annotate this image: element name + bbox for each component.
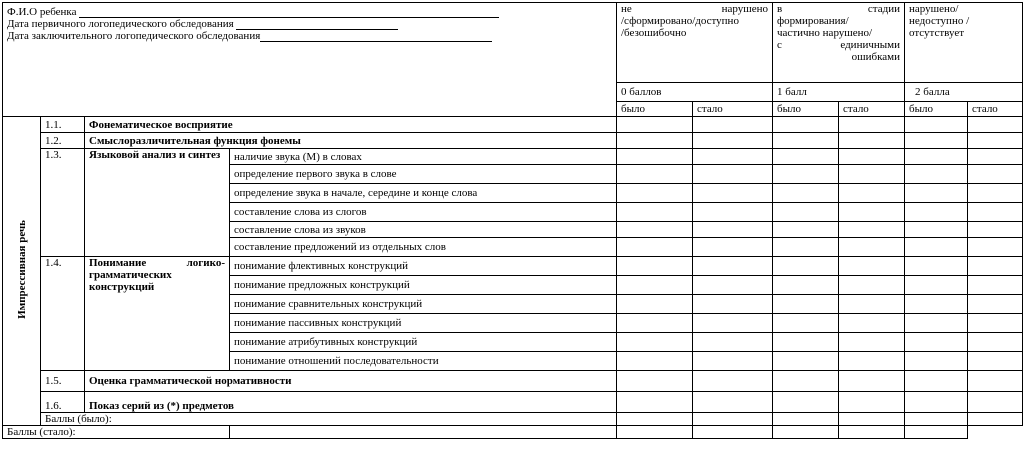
score-cell[interactable] [617,222,693,238]
score-cell[interactable] [905,133,968,149]
subitem-label: составление слова из слогов [230,203,617,222]
rating-2-line: отсутствует [909,27,965,39]
score-cell[interactable] [905,238,968,257]
score-cell[interactable] [773,222,839,238]
score-cell[interactable] [905,203,968,222]
score-cell[interactable] [693,426,773,439]
score-cell[interactable] [693,257,773,276]
score-cell[interactable] [693,149,773,165]
score-cell[interactable] [773,238,839,257]
score-cell[interactable] [693,117,773,133]
score-cell[interactable] [773,203,839,222]
score-cell[interactable] [617,184,693,203]
score-cell[interactable] [905,149,968,165]
rating-1-line: частично нарушено/ [777,27,873,39]
score-cell[interactable] [968,314,1023,333]
item-number: 1.5. [41,371,85,392]
score-cell[interactable] [773,257,839,276]
score-cell[interactable] [773,276,839,295]
score-cell[interactable] [905,352,968,371]
score-cell[interactable] [905,426,968,439]
score-cell[interactable] [617,333,693,352]
score-cell[interactable] [693,392,773,413]
score-cell[interactable] [773,184,839,203]
score-cell[interactable] [693,133,773,149]
item-number: 1.2. [41,133,85,149]
item-title: Понимание логико-грамматических конструкций [85,257,230,371]
rating-1-line: в стадии [777,3,901,15]
score-cell[interactable] [617,392,693,413]
score-cell[interactable] [968,352,1023,371]
score-cell[interactable] [773,165,839,184]
score-cell[interactable] [773,333,839,352]
score-cell[interactable] [839,392,905,413]
became-header: стало [693,102,773,117]
was-header: было [773,102,839,117]
subitem-label: наличие звука (М) в словах [230,149,617,165]
became-header: стало [968,102,1023,117]
score-cell[interactable] [773,149,839,165]
item-number: 1.4. [41,257,85,371]
rating-0-line: /сформировано/доступно [621,15,739,27]
score-cell[interactable] [693,203,773,222]
score-cell[interactable] [617,413,693,426]
score-cell[interactable] [905,222,968,238]
assessment-table [2,2,1023,439]
score-cell[interactable] [773,117,839,133]
score-cell[interactable] [839,413,905,426]
score-cell[interactable] [839,333,905,352]
final-date-label: Дата заключительного логопедического обследования [7,30,261,42]
rating-2-line: нарушено/ [909,3,959,15]
score-cell[interactable] [968,238,1023,257]
score-cell[interactable] [839,165,905,184]
rating-1-points: 1 балл [773,83,905,102]
score-cell[interactable] [968,392,1023,413]
score-cell[interactable] [773,426,839,439]
score-became-label: Баллы (стало): [3,426,230,439]
score-cell[interactable] [839,117,905,133]
score-cell[interactable] [617,257,693,276]
score-cell[interactable] [693,295,773,314]
primary-date-field[interactable] [236,19,398,30]
score-cell[interactable] [839,133,905,149]
rating-2-desc [905,3,1023,83]
score-cell[interactable] [839,371,905,392]
rating-0-desc [617,3,773,83]
primary-date-label: Дата первичного логопедического обследования [7,18,234,30]
score-cell[interactable] [617,133,693,149]
score-cell[interactable] [839,257,905,276]
score-cell[interactable] [693,314,773,333]
section-title: Импрессивная речь [3,117,41,426]
subitem-label: составление предложений из отдельных слов [230,238,617,257]
score-cell[interactable] [839,149,905,165]
rating-0-line: не нарушено [621,3,769,15]
score-cell[interactable] [968,295,1023,314]
final-date-field[interactable] [260,31,492,42]
score-cell[interactable] [839,238,905,257]
subitem-label: понимание атрибутивных конструкций [230,333,617,352]
score-cell[interactable] [968,149,1023,165]
rating-0-line: /безошибочно [621,27,687,39]
score-cell[interactable] [617,426,693,439]
score-cell[interactable] [839,295,905,314]
subitem-label: понимание предложных конструкций [230,276,617,295]
score-cell[interactable] [968,117,1023,133]
score-cell[interactable] [617,295,693,314]
became-header: стало [839,102,905,117]
score-cell[interactable] [693,371,773,392]
score-cell[interactable] [968,203,1023,222]
score-cell[interactable] [617,314,693,333]
score-cell[interactable] [617,165,693,184]
score-cell[interactable] [617,276,693,295]
score-cell[interactable] [905,165,968,184]
score-cell[interactable] [617,238,693,257]
item-title: Смыслоразличительная функция фонемы [85,133,617,149]
rating-1-line: ошибками [851,51,901,63]
score-cell[interactable] [617,149,693,165]
score-cell[interactable] [839,426,905,439]
rating-2-line: недоступно / [909,15,970,27]
score-cell[interactable] [839,352,905,371]
score-cell[interactable] [968,333,1023,352]
score-cell[interactable] [693,352,773,371]
score-cell[interactable] [693,238,773,257]
item-number: 1.3. [41,149,85,257]
rating-1-line: формирования/ [777,15,849,27]
score-cell[interactable] [839,203,905,222]
score-cell[interactable] [905,333,968,352]
item-title: Показ серий из (*) предметов [85,392,617,413]
subitem-label: понимание сравнительных конструкций [230,295,617,314]
item-title: Оценка грамматической нормативности [85,371,617,392]
score-cell[interactable] [693,333,773,352]
subitem-label: понимание отношений последовательности [230,352,617,371]
was-header: было [905,102,968,117]
score-cell[interactable] [230,426,617,439]
subitem-label: понимание флективных конструкций [230,257,617,276]
score-cell[interactable] [839,314,905,333]
score-cell[interactable] [617,371,693,392]
score-cell[interactable] [905,257,968,276]
rating-0-points: 0 баллов [617,83,773,102]
score-cell[interactable] [905,413,968,426]
item-number: 1.6. [41,392,85,413]
score-cell[interactable] [905,314,968,333]
score-cell[interactable] [905,295,968,314]
item-number: 1.1. [41,117,85,133]
score-cell[interactable] [905,371,968,392]
item-title: Фонематическое восприятие [85,117,617,133]
score-cell[interactable] [693,413,773,426]
score-cell[interactable] [968,184,1023,203]
score-cell[interactable] [617,352,693,371]
score-cell[interactable] [968,276,1023,295]
rating-2-points: 2 балла [905,83,1023,102]
score-cell[interactable] [839,184,905,203]
score-cell[interactable] [839,222,905,238]
score-cell[interactable] [773,314,839,333]
score-cell[interactable] [773,295,839,314]
subitem-label: определение звука в начале, середине и конце слова [230,184,617,203]
score-cell[interactable] [617,117,693,133]
score-cell[interactable] [968,133,1023,149]
score-cell[interactable] [773,352,839,371]
score-cell[interactable] [968,165,1023,184]
score-cell[interactable] [905,184,968,203]
score-cell[interactable] [968,371,1023,392]
score-cell[interactable] [905,392,968,413]
child-name-field[interactable] [79,7,499,18]
score-cell[interactable] [693,165,773,184]
score-cell[interactable] [968,413,1023,426]
score-cell[interactable] [773,371,839,392]
score-cell[interactable] [773,133,839,149]
score-cell[interactable] [968,222,1023,238]
was-header: было [617,102,693,117]
score-cell[interactable] [839,276,905,295]
score-cell[interactable] [773,392,839,413]
subitem-label: составление слова из звуков [230,222,617,238]
score-cell[interactable] [617,203,693,222]
score-cell[interactable] [693,222,773,238]
child-name-label: Ф.И.О ребенка [7,6,77,18]
item-title: Языковой анализ и синтез [85,149,230,257]
subitem-label: понимание пассивных конструкций [230,314,617,333]
rating-1-line: с единичными [777,39,901,51]
score-cell[interactable] [693,276,773,295]
score-was-label: Баллы (было): [41,413,617,426]
child-info-block [3,3,617,117]
score-cell[interactable] [905,276,968,295]
rating-1-desc [773,3,905,83]
score-cell[interactable] [693,184,773,203]
subitem-label: определение первого звука в слове [230,165,617,184]
score-cell[interactable] [968,257,1023,276]
score-cell[interactable] [905,117,968,133]
score-cell[interactable] [773,413,839,426]
